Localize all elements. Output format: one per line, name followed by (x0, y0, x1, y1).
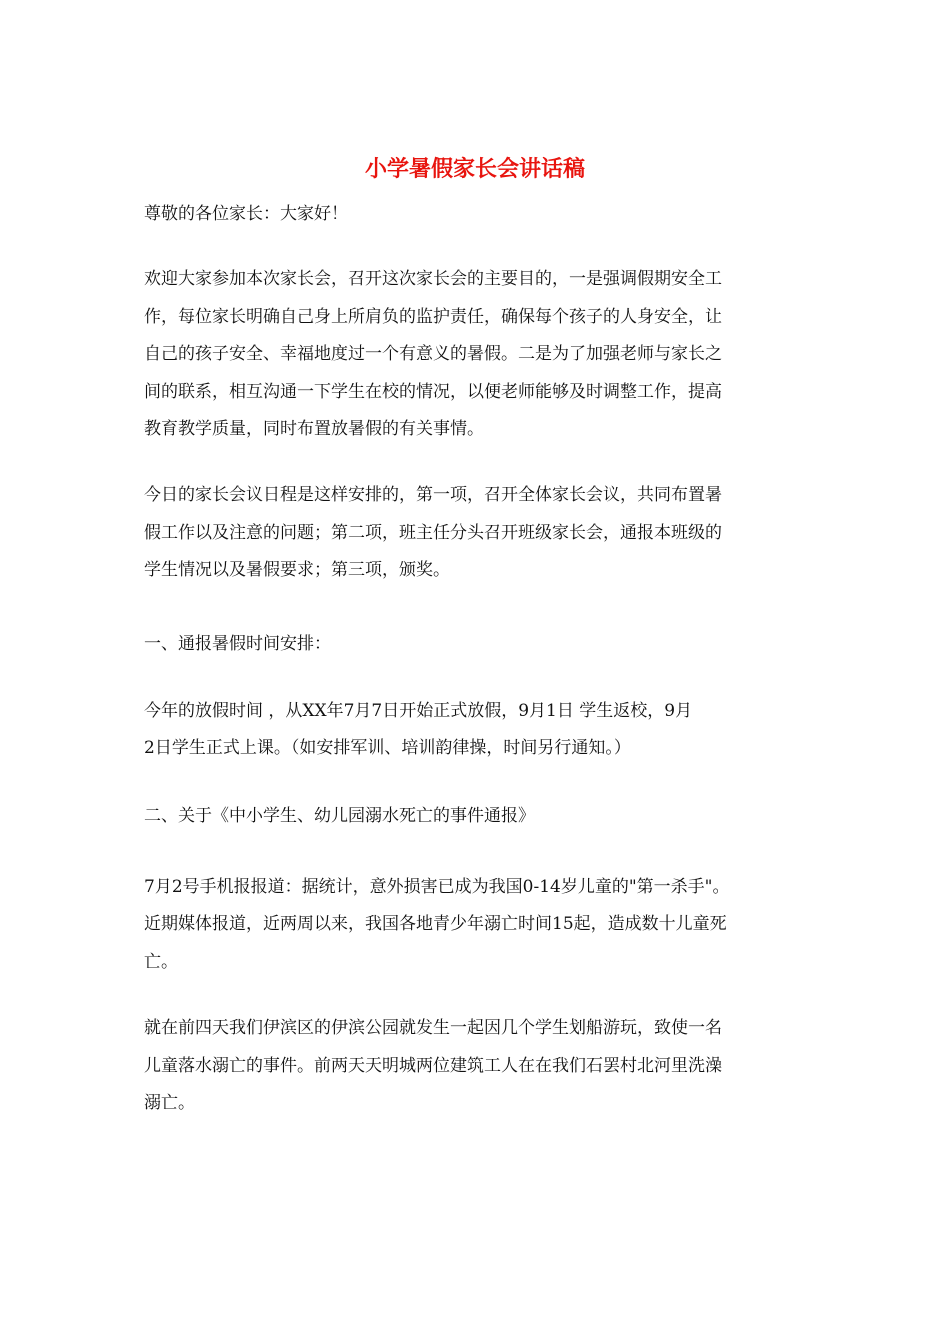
paragraph-5-line-3: 溺亡。 (144, 1093, 195, 1113)
document-title: 小学暑假家长会讲话稿 (364, 156, 585, 182)
section-2-heading: 二、关于《中小学生、幼儿园溺水死亡的事件通报》 (144, 806, 535, 826)
section-1-heading: 一、通报暑假时间安排： (144, 634, 331, 654)
paragraph-2-line-1: 今日的家长会议日程是这样安排的，第一项，召开全体家长会议，共同布置暑 (144, 485, 722, 505)
paragraph-3-line-2: 2日学生正式上课。（如安排军训、培训韵律操，时间另行通知。） (144, 738, 631, 758)
paragraph-1-line-3: 自己的孩子安全、幸福地度过一个有意义的暑假。二是为了加强老师与家长之 (144, 344, 722, 364)
paragraph-3-line-1: 今年的放假时间 ，从XX年7月7日开始正式放假，9月1日 学生返校，9月 (144, 701, 693, 721)
paragraph-1-line-4: 间的联系，相互沟通一下学生在校的情况，以便老师能够及时调整工作，提高 (144, 382, 722, 402)
paragraph-4-line-1: 7月2号手机报报道：据统计，意外损害已成为我国0-14岁儿童的"第一杀手"。 (144, 877, 730, 897)
paragraph-1-line-5: 教育教学质量，同时布置放暑假的有关事情。 (144, 419, 484, 439)
paragraph-1-line-2: 作，每位家长明确自己身上所肩负的监护责任，确保每个孩子的人身安全，让 (144, 307, 722, 327)
paragraph-5-line-2: 儿童落水溺亡的事件。前两天天明城两位建筑工人在在我们石罢村北河里洗澡 (144, 1056, 722, 1076)
paragraph-2-line-2: 假工作以及注意的问题；第二项，班主任分头召开班级家长会，通报本班级的 (144, 523, 722, 543)
greeting-line: 尊敬的各位家长：大家好！ (144, 204, 348, 224)
paragraph-1-line-1: 欢迎大家参加本次家长会，召开这次家长会的主要目的，一是强调假期安全工 (144, 269, 722, 289)
paragraph-5-line-1: 就在前四天我们伊滨区的伊滨公园就发生一起因几个学生划船游玩，致使一名 (144, 1018, 722, 1038)
paragraph-2-line-3: 学生情况以及暑假要求；第三项，颁奖。 (144, 560, 450, 580)
paragraph-4-line-3: 亡。 (144, 952, 178, 972)
paragraph-4-line-2: 近期媒体报道，近两周以来，我国各地青少年溺亡时间15起，造成数十儿童死 (144, 914, 727, 934)
